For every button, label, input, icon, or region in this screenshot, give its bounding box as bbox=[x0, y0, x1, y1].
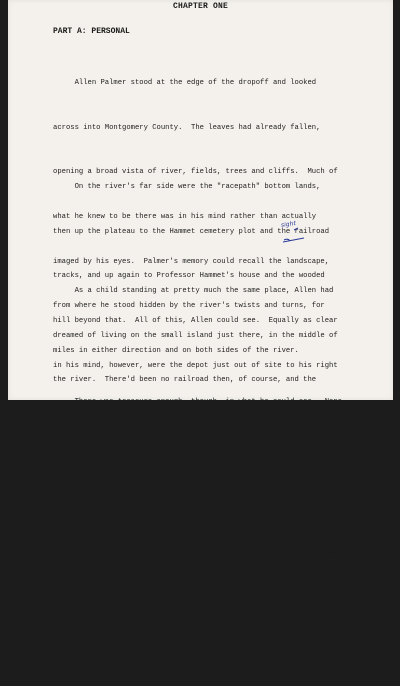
paragraph-3 bbox=[53, 254, 383, 686]
text-line: in his mind, however, were the depot just out of site to his right bbox=[53, 361, 338, 370]
text-line: caught fish for his dinner, watched the white folks race their bbox=[53, 465, 321, 474]
text-line: tracks, and up again to Professor Hammet's house and the wooded bbox=[53, 272, 325, 281]
text-line: miles in either direction and on both sides of the river. bbox=[53, 347, 299, 356]
text-line: horses, and, when no one was looking, searched the cliffs for bbox=[53, 510, 317, 519]
paragraph-4 bbox=[53, 365, 383, 440]
text-line: then up the plateau to the Hammet cemetery plot and the railroad bbox=[53, 227, 330, 236]
part-heading: PART A: PERSONAL bbox=[53, 27, 130, 36]
text-line: opening a broad vista of river, fields, trees and cliffs. Much of bbox=[53, 168, 338, 177]
text-line: treasure behind? As a child, Allen had been pretty sure they did; bbox=[53, 599, 338, 608]
text-line: as an adult, he thought maybe not. bbox=[53, 644, 200, 653]
text-line: caves, perhaps even find buried treasure. Did Indians leave buried bbox=[53, 555, 342, 564]
text-line: what he knew to be there was in his mind rather than actually bbox=[53, 212, 317, 221]
text-line: imaged by his eyes. Palmer's memory could recall the landscape, bbox=[53, 257, 330, 266]
text-line: the river. There'd been no railroad then, of course, and the bbox=[53, 376, 317, 385]
text-line: from where he stood hidden by the river's twists and turns, for bbox=[53, 302, 325, 311]
text-line: across into Montgomery County. The leaves had already fallen, bbox=[53, 123, 321, 132]
text-line: Craigs, not the Hammets, had owned the land. Allen could have bbox=[53, 420, 321, 429]
text-line: hill beyond that. All of this, Allen could see. Equally as clear bbox=[53, 316, 338, 325]
text-line: Allen Palmer stood at the edge of the dropoff and looked bbox=[53, 78, 317, 87]
text-line: and the Peppers' fields and ferry down the river to his left. bbox=[53, 406, 317, 415]
text-line: There was treasure enough, though, in what he could see. None bbox=[53, 397, 342, 406]
text-line: As a child standing at pretty much the same place, Allen had bbox=[53, 286, 334, 295]
handwritten-annotation: sight bbox=[280, 220, 297, 229]
document-page bbox=[8, 0, 393, 653]
text-line: On the river's far side were the "racepath" bottom lands, bbox=[53, 182, 321, 191]
text-line: dreamed of living on the small island just there, in the middle of bbox=[53, 331, 338, 340]
chapter-title: CHAPTER ONE bbox=[172, 2, 228, 11]
